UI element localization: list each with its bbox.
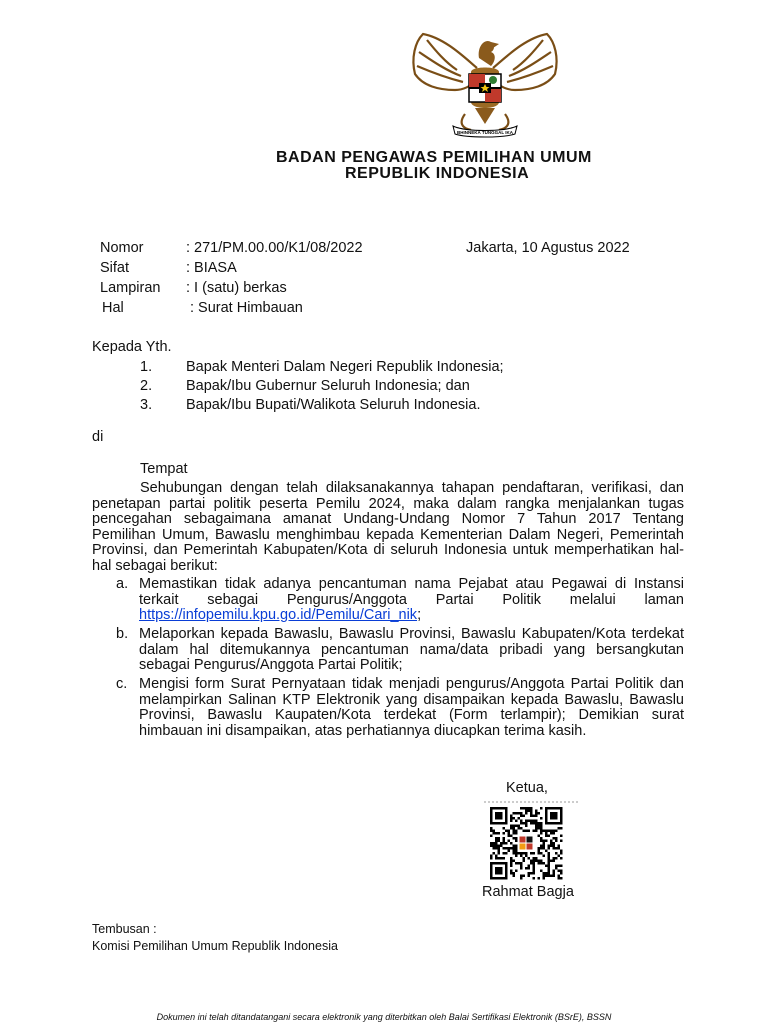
nomor-value: : 271/PM.00.00/K1/08/2022 <box>186 240 363 256</box>
garuda-emblem <box>405 28 565 140</box>
recipient-intro: Kepada Yth. <box>92 339 172 355</box>
point-text: Memastikan tidak adanya pencantuman nama Pejabat atau Pegawai di Instansi terkait sebagai Pengurus/Anggota Partai Politik melalui laman https://infopemilu.kpu.go.id/Pemilu/Cari_nik; <box>139 576 684 623</box>
footer-note: Dokumen ini telah ditandatangani secara elektronik yang diterbitkan oleh Balai Sertifikasi Elektronik (BSrE), BSSN <box>156 1012 612 1022</box>
lampiran-label: Lampiran <box>100 280 161 296</box>
recipient-tempat: Tempat <box>140 461 188 477</box>
tembusan-label: Tembusan : <box>92 922 157 936</box>
signature-qr-code <box>484 801 580 881</box>
org-name-line1: BADAN PENGAWAS PEMILIHAN UMUM <box>276 149 592 166</box>
recipient-item: Bapak/Ibu Gubernur Seluruh Indonesia; dan <box>186 378 470 394</box>
recipient-number: 2. <box>140 378 153 394</box>
tembusan-item: Komisi Pemilihan Umum Republik Indonesia <box>92 939 338 953</box>
infopemilu-link[interactable]: https://infopemilu.kpu.go.id/Pemilu/Cari_nik <box>139 607 418 623</box>
hal-label: Hal <box>102 300 124 316</box>
sifat-value: : BIASA <box>186 260 237 276</box>
recipient-number: 1. <box>140 359 153 375</box>
point-text: Mengisi form Surat Pernyataan tidak menjadi pengurus/Anggota Partai Politik dan melampirkan Salinan KTP Elektronik yang disampaikan kepada Bawaslu, Bawaslu Provinsi, Bawaslu Kaupaten/Kota terdekat (Form terlampir); Demikian surat himbauan ini disampaikan, atas perhatiannya diucapkan terima kasih. <box>139 676 684 739</box>
letter-date: Jakarta, 10 Agustus 2022 <box>466 240 630 256</box>
point-marker: c. <box>116 676 128 692</box>
point-marker: a. <box>116 576 129 592</box>
recipient-item: Bapak Menteri Dalam Negeri Republik Indonesia; <box>186 359 504 375</box>
signer-name: Rahmat Bagja <box>482 884 574 900</box>
emblem-motto: BHINNEKA TUNGGAL IKA <box>457 130 513 135</box>
nomor-label: Nomor <box>100 240 144 256</box>
body-paragraph: Sehubungan dengan telah dilaksanakannya tahapan pendaftaran, verifikasi, dan penetapan partai politik peserta Pemilu 2024, maka dalam rangka menjalankan tugas pencegahan sebagaimana amanat Undang-Undang Nomor 7 Tahun 2017 Tentang Pemilihan Umum, Bawaslu menghimbau kepada Kementerian Dalam Negeri, Pemerintah Provinsi, dan Pemerintah Kabupaten/Kota di seluruh Indonesia untuk memperhatikan hal-hal sebagai berikut: <box>92 480 684 574</box>
point-marker: b. <box>116 626 129 642</box>
lampiran-value: : I (satu) berkas <box>186 280 287 296</box>
recipient-di: di <box>92 429 104 445</box>
point-text: Melaporkan kepada Bawaslu, Bawaslu Provinsi, Bawaslu Kabupaten/Kota terdekat dalam hal ditemukannya pencantuman nama/data pribadi yang bersangkutan sebagai Pengurus/Anggota Partai Politik; <box>139 626 684 673</box>
hal-value: : Surat Himbauan <box>190 300 303 316</box>
recipient-item: Bapak/Ibu Bupati/Walikota Seluruh Indonesia. <box>186 397 481 413</box>
sifat-label: Sifat <box>100 260 130 276</box>
org-name-line2: REPUBLIK INDONESIA <box>345 165 530 182</box>
signer-title: Ketua, <box>506 780 548 796</box>
recipient-number: 3. <box>140 397 153 413</box>
